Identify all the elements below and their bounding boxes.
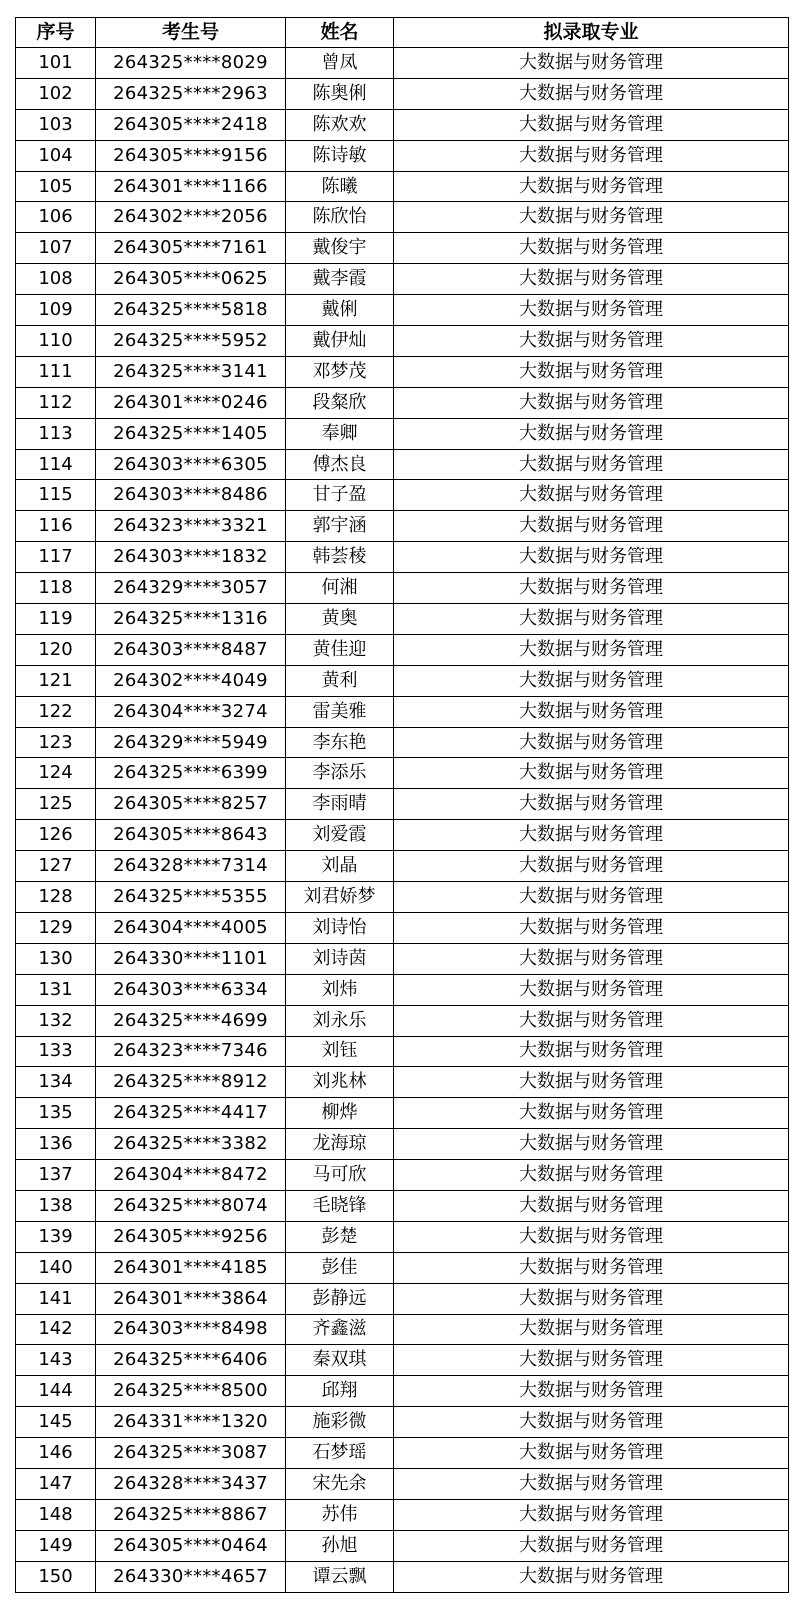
cell-admitted-major: 大数据与财务管理 (394, 1530, 789, 1561)
cell-candidate-number: 264325****6399 (96, 758, 286, 789)
cell-serial-number: 139 (16, 1221, 96, 1252)
table-row (16, 573, 789, 604)
cell-admitted-major: 大数据与财务管理 (394, 820, 789, 851)
table-row (16, 1036, 789, 1067)
cell-admitted-major: 大数据与财务管理 (394, 665, 789, 696)
cell-serial-number: 133 (16, 1036, 96, 1067)
cell-serial-number: 137 (16, 1160, 96, 1191)
cell-serial-number: 112 (16, 387, 96, 418)
cell-serial-number: 124 (16, 758, 96, 789)
cell-candidate-number: 264325****5355 (96, 882, 286, 913)
cell-serial-number: 101 (16, 48, 96, 79)
cell-admitted-major: 大数据与财务管理 (394, 573, 789, 604)
table-body (16, 48, 789, 1593)
cell-name: 陈欣怡 (286, 202, 394, 233)
table-row (16, 1005, 789, 1036)
table-row (16, 542, 789, 573)
cell-candidate-number: 264325****4417 (96, 1098, 286, 1129)
table-row (16, 295, 789, 326)
cell-name: 黄奥 (286, 604, 394, 635)
cell-name: 宋先余 (286, 1468, 394, 1499)
cell-admitted-major: 大数据与财务管理 (394, 1407, 789, 1438)
cell-admitted-major: 大数据与财务管理 (394, 542, 789, 573)
cell-admitted-major: 大数据与财务管理 (394, 789, 789, 820)
cell-admitted-major: 大数据与财务管理 (394, 758, 789, 789)
cell-admitted-major: 大数据与财务管理 (394, 1468, 789, 1499)
cell-name: 施彩微 (286, 1407, 394, 1438)
cell-candidate-number: 264331****1320 (96, 1407, 286, 1438)
cell-candidate-number: 264305****7161 (96, 233, 286, 264)
cell-serial-number: 144 (16, 1376, 96, 1407)
cell-candidate-number: 264323****3321 (96, 511, 286, 542)
cell-serial-number: 106 (16, 202, 96, 233)
cell-admitted-major: 大数据与财务管理 (394, 109, 789, 140)
cell-admitted-major: 大数据与财务管理 (394, 140, 789, 171)
cell-candidate-number: 264330****1101 (96, 943, 286, 974)
cell-candidate-number: 264301****4185 (96, 1252, 286, 1283)
cell-serial-number: 121 (16, 665, 96, 696)
cell-candidate-number: 264304****3274 (96, 696, 286, 727)
cell-admitted-major: 大数据与财务管理 (394, 912, 789, 943)
cell-serial-number: 143 (16, 1345, 96, 1376)
cell-candidate-number: 264325****8867 (96, 1499, 286, 1530)
table-row (16, 1438, 789, 1469)
cell-name: 刘永乐 (286, 1005, 394, 1036)
table-row (16, 1407, 789, 1438)
cell-candidate-number: 264329****3057 (96, 573, 286, 604)
cell-name: 刘钰 (286, 1036, 394, 1067)
cell-name: 齐鑫滋 (286, 1314, 394, 1345)
cell-name: 李雨晴 (286, 789, 394, 820)
cell-serial-number: 108 (16, 264, 96, 295)
cell-name: 苏伟 (286, 1499, 394, 1530)
cell-candidate-number: 264325****3087 (96, 1438, 286, 1469)
header-name: 姓名 (286, 18, 394, 48)
cell-candidate-number: 264330****4657 (96, 1561, 286, 1592)
cell-candidate-number: 264325****1316 (96, 604, 286, 635)
cell-candidate-number: 264303****8498 (96, 1314, 286, 1345)
table-row (16, 851, 789, 882)
cell-name: 石梦瑶 (286, 1438, 394, 1469)
cell-name: 傅杰良 (286, 449, 394, 480)
cell-admitted-major: 大数据与财务管理 (394, 264, 789, 295)
table-row (16, 480, 789, 511)
cell-name: 刘君娇梦 (286, 882, 394, 913)
cell-candidate-number: 264305****8257 (96, 789, 286, 820)
cell-admitted-major: 大数据与财务管理 (394, 295, 789, 326)
table-row (16, 912, 789, 943)
cell-name: 甘子盈 (286, 480, 394, 511)
table-row (16, 1283, 789, 1314)
cell-serial-number: 107 (16, 233, 96, 264)
table-row (16, 1314, 789, 1345)
cell-serial-number: 120 (16, 634, 96, 665)
cell-serial-number: 113 (16, 418, 96, 449)
cell-name: 刘炜 (286, 974, 394, 1005)
cell-candidate-number: 264325****8029 (96, 48, 286, 79)
table-row (16, 326, 789, 357)
cell-serial-number: 116 (16, 511, 96, 542)
cell-admitted-major: 大数据与财务管理 (394, 1252, 789, 1283)
cell-candidate-number: 264302****2056 (96, 202, 286, 233)
cell-admitted-major: 大数据与财务管理 (394, 202, 789, 233)
cell-name: 陈欢欢 (286, 109, 394, 140)
cell-serial-number: 123 (16, 727, 96, 758)
cell-admitted-major: 大数据与财务管理 (394, 1376, 789, 1407)
cell-admitted-major: 大数据与财务管理 (394, 511, 789, 542)
table-row (16, 1190, 789, 1221)
cell-admitted-major: 大数据与财务管理 (394, 974, 789, 1005)
cell-admitted-major: 大数据与财务管理 (394, 1005, 789, 1036)
cell-admitted-major: 大数据与财务管理 (394, 1499, 789, 1530)
table-row (16, 1129, 789, 1160)
cell-serial-number: 132 (16, 1005, 96, 1036)
table-row (16, 418, 789, 449)
cell-admitted-major: 大数据与财务管理 (394, 1345, 789, 1376)
cell-name: 刘兆林 (286, 1067, 394, 1098)
cell-admitted-major: 大数据与财务管理 (394, 943, 789, 974)
cell-admitted-major: 大数据与财务管理 (394, 1561, 789, 1592)
table-row (16, 1252, 789, 1283)
table-row (16, 604, 789, 635)
cell-admitted-major: 大数据与财务管理 (394, 449, 789, 480)
table-row (16, 109, 789, 140)
table-row (16, 1160, 789, 1191)
cell-admitted-major: 大数据与财务管理 (394, 1036, 789, 1067)
table-row (16, 78, 789, 109)
table-row (16, 387, 789, 418)
cell-name: 柳烨 (286, 1098, 394, 1129)
cell-admitted-major: 大数据与财务管理 (394, 604, 789, 635)
cell-admitted-major: 大数据与财务管理 (394, 480, 789, 511)
cell-candidate-number: 264303****1832 (96, 542, 286, 573)
cell-serial-number: 135 (16, 1098, 96, 1129)
cell-admitted-major: 大数据与财务管理 (394, 1221, 789, 1252)
cell-candidate-number: 264325****8500 (96, 1376, 286, 1407)
cell-serial-number: 111 (16, 356, 96, 387)
cell-serial-number: 138 (16, 1190, 96, 1221)
cell-name: 刘诗茵 (286, 943, 394, 974)
table-row (16, 696, 789, 727)
cell-name: 郭宇涵 (286, 511, 394, 542)
cell-candidate-number: 264325****3141 (96, 356, 286, 387)
cell-serial-number: 148 (16, 1499, 96, 1530)
cell-admitted-major: 大数据与财务管理 (394, 356, 789, 387)
header-serial-number: 序号 (16, 18, 96, 48)
table-row (16, 264, 789, 295)
cell-admitted-major: 大数据与财务管理 (394, 851, 789, 882)
table-row (16, 665, 789, 696)
cell-candidate-number: 264325****2963 (96, 78, 286, 109)
cell-name: 戴伊灿 (286, 326, 394, 357)
cell-name: 秦双琪 (286, 1345, 394, 1376)
admission-table (15, 17, 789, 1593)
cell-serial-number: 134 (16, 1067, 96, 1098)
cell-candidate-number: 264305****8643 (96, 820, 286, 851)
admission-list-sheet (15, 17, 788, 1593)
cell-candidate-number: 264305****9256 (96, 1221, 286, 1252)
cell-serial-number: 122 (16, 696, 96, 727)
cell-serial-number: 128 (16, 882, 96, 913)
table-header-row (16, 18, 789, 48)
cell-serial-number: 114 (16, 449, 96, 480)
cell-candidate-number: 264303****6334 (96, 974, 286, 1005)
cell-candidate-number: 264303****6305 (96, 449, 286, 480)
cell-name: 谭云飘 (286, 1561, 394, 1592)
cell-name: 雷美雅 (286, 696, 394, 727)
cell-candidate-number: 264325****4699 (96, 1005, 286, 1036)
cell-candidate-number: 264301****3864 (96, 1283, 286, 1314)
cell-candidate-number: 264302****4049 (96, 665, 286, 696)
table-row (16, 789, 789, 820)
cell-name: 邓梦茂 (286, 356, 394, 387)
cell-candidate-number: 264325****5818 (96, 295, 286, 326)
cell-candidate-number: 264328****7314 (96, 851, 286, 882)
cell-name: 戴俊宇 (286, 233, 394, 264)
cell-candidate-number: 264325****3382 (96, 1129, 286, 1160)
cell-admitted-major: 大数据与财务管理 (394, 1283, 789, 1314)
table-row (16, 511, 789, 542)
cell-serial-number: 115 (16, 480, 96, 511)
cell-candidate-number: 264323****7346 (96, 1036, 286, 1067)
cell-admitted-major: 大数据与财务管理 (394, 1098, 789, 1129)
cell-serial-number: 147 (16, 1468, 96, 1499)
cell-name: 陈奥俐 (286, 78, 394, 109)
table-row (16, 882, 789, 913)
cell-name: 刘爱霞 (286, 820, 394, 851)
cell-admitted-major: 大数据与财务管理 (394, 418, 789, 449)
cell-serial-number: 110 (16, 326, 96, 357)
cell-serial-number: 119 (16, 604, 96, 635)
cell-admitted-major: 大数据与财务管理 (394, 1314, 789, 1345)
cell-serial-number: 150 (16, 1561, 96, 1592)
table-row (16, 943, 789, 974)
cell-admitted-major: 大数据与财务管理 (394, 48, 789, 79)
cell-serial-number: 117 (16, 542, 96, 573)
cell-admitted-major: 大数据与财务管理 (394, 1160, 789, 1191)
cell-serial-number: 104 (16, 140, 96, 171)
table-row (16, 202, 789, 233)
table-row (16, 1561, 789, 1592)
cell-serial-number: 109 (16, 295, 96, 326)
cell-name: 韩荟稜 (286, 542, 394, 573)
cell-name: 何湘 (286, 573, 394, 604)
cell-serial-number: 118 (16, 573, 96, 604)
cell-serial-number: 149 (16, 1530, 96, 1561)
cell-candidate-number: 264305****0464 (96, 1530, 286, 1561)
cell-serial-number: 127 (16, 851, 96, 882)
table-row (16, 727, 789, 758)
cell-name: 刘晶 (286, 851, 394, 882)
cell-serial-number: 142 (16, 1314, 96, 1345)
cell-serial-number: 146 (16, 1438, 96, 1469)
cell-candidate-number: 264301****0246 (96, 387, 286, 418)
cell-candidate-number: 264325****6406 (96, 1345, 286, 1376)
cell-serial-number: 145 (16, 1407, 96, 1438)
cell-name: 彭楚 (286, 1221, 394, 1252)
cell-candidate-number: 264301****1166 (96, 171, 286, 202)
cell-name: 马可欣 (286, 1160, 394, 1191)
cell-candidate-number: 264304****8472 (96, 1160, 286, 1191)
cell-admitted-major: 大数据与财务管理 (394, 727, 789, 758)
cell-name: 邱翔 (286, 1376, 394, 1407)
cell-name: 戴俐 (286, 295, 394, 326)
cell-admitted-major: 大数据与财务管理 (394, 634, 789, 665)
table-row (16, 634, 789, 665)
table-row (16, 1376, 789, 1407)
cell-serial-number: 105 (16, 171, 96, 202)
table-row (16, 974, 789, 1005)
cell-admitted-major: 大数据与财务管理 (394, 171, 789, 202)
cell-serial-number: 130 (16, 943, 96, 974)
cell-candidate-number: 264328****3437 (96, 1468, 286, 1499)
cell-candidate-number: 264325****8074 (96, 1190, 286, 1221)
cell-name: 李添乐 (286, 758, 394, 789)
cell-name: 彭佳 (286, 1252, 394, 1283)
cell-candidate-number: 264325****5952 (96, 326, 286, 357)
cell-candidate-number: 264329****5949 (96, 727, 286, 758)
cell-serial-number: 131 (16, 974, 96, 1005)
cell-name: 孙旭 (286, 1530, 394, 1561)
table-row (16, 1221, 789, 1252)
cell-candidate-number: 264305****2418 (96, 109, 286, 140)
cell-admitted-major: 大数据与财务管理 (394, 1190, 789, 1221)
table-row (16, 449, 789, 480)
cell-name: 陈曦 (286, 171, 394, 202)
table-row (16, 140, 789, 171)
header-candidate-number: 考生号 (96, 18, 286, 48)
cell-name: 毛晓锋 (286, 1190, 394, 1221)
cell-name: 段粲欣 (286, 387, 394, 418)
cell-admitted-major: 大数据与财务管理 (394, 78, 789, 109)
table-row (16, 1067, 789, 1098)
table-row (16, 820, 789, 851)
table-row (16, 758, 789, 789)
table-row (16, 1499, 789, 1530)
cell-name: 戴李霞 (286, 264, 394, 295)
table-row (16, 48, 789, 79)
cell-serial-number: 102 (16, 78, 96, 109)
cell-admitted-major: 大数据与财务管理 (394, 326, 789, 357)
cell-name: 刘诗怡 (286, 912, 394, 943)
cell-admitted-major: 大数据与财务管理 (394, 233, 789, 264)
cell-name: 黄利 (286, 665, 394, 696)
cell-serial-number: 103 (16, 109, 96, 140)
table-row (16, 1345, 789, 1376)
cell-serial-number: 141 (16, 1283, 96, 1314)
cell-candidate-number: 264303****8486 (96, 480, 286, 511)
cell-candidate-number: 264303****8487 (96, 634, 286, 665)
cell-serial-number: 125 (16, 789, 96, 820)
table-row (16, 171, 789, 202)
table-row (16, 1468, 789, 1499)
cell-serial-number: 140 (16, 1252, 96, 1283)
table-row (16, 1098, 789, 1129)
header-admitted-major: 拟录取专业 (394, 18, 789, 48)
cell-candidate-number: 264325****1405 (96, 418, 286, 449)
cell-admitted-major: 大数据与财务管理 (394, 1067, 789, 1098)
cell-admitted-major: 大数据与财务管理 (394, 387, 789, 418)
cell-candidate-number: 264304****4005 (96, 912, 286, 943)
cell-candidate-number: 264305****0625 (96, 264, 286, 295)
cell-admitted-major: 大数据与财务管理 (394, 1129, 789, 1160)
cell-admitted-major: 大数据与财务管理 (394, 1438, 789, 1469)
cell-admitted-major: 大数据与财务管理 (394, 696, 789, 727)
cell-serial-number: 136 (16, 1129, 96, 1160)
cell-name: 龙海琼 (286, 1129, 394, 1160)
cell-candidate-number: 264325****8912 (96, 1067, 286, 1098)
cell-admitted-major: 大数据与财务管理 (394, 882, 789, 913)
cell-name: 李东艳 (286, 727, 394, 758)
table-row (16, 1530, 789, 1561)
cell-name: 曾凤 (286, 48, 394, 79)
cell-serial-number: 126 (16, 820, 96, 851)
table-row (16, 356, 789, 387)
cell-name: 奉卿 (286, 418, 394, 449)
cell-name: 彭静远 (286, 1283, 394, 1314)
table-row (16, 233, 789, 264)
cell-name: 黄佳迎 (286, 634, 394, 665)
cell-candidate-number: 264305****9156 (96, 140, 286, 171)
cell-serial-number: 129 (16, 912, 96, 943)
cell-name: 陈诗敏 (286, 140, 394, 171)
